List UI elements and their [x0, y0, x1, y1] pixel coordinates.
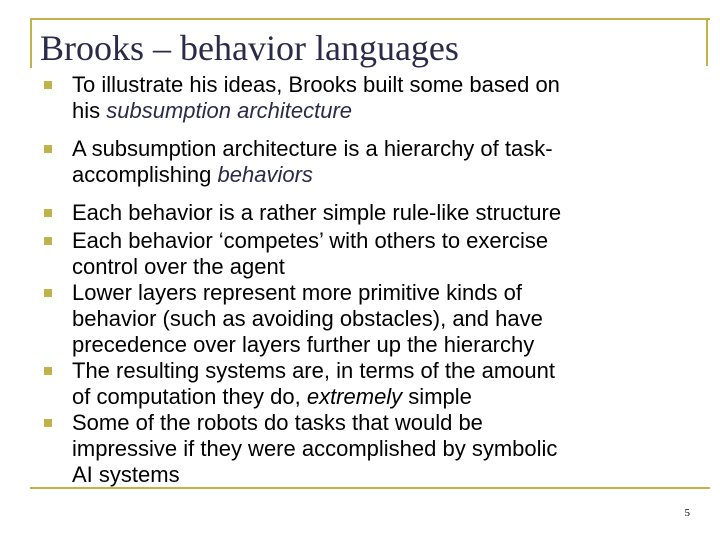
slide-title: Brooks – behavior languages	[40, 28, 459, 68]
square-bullet-icon	[44, 289, 52, 297]
emphasized-term: subsumption architecture	[106, 98, 353, 123]
bullet-text: Some of the robots do tasks that would be impressive if they were accomplished by symbolic AI systems	[72, 410, 558, 487]
square-bullet-icon	[44, 419, 52, 427]
bullet-text: Each behavior ‘competes’ with others to exercise control over the agent	[72, 228, 549, 279]
emphasized-term: behaviors	[217, 162, 313, 187]
bullet-text: Lower layers represent more primitive kinds of behavior (such as avoiding obstacles), and have precedence over layers further up the hierarchy	[72, 280, 543, 357]
square-bullet-icon	[44, 145, 52, 153]
bullet-text: The resulting systems are, in terms of the amount of computation they do, extremely simple	[72, 358, 555, 409]
square-bullet-icon	[44, 209, 52, 217]
bullet-text: Each behavior is a rather simple rule-like structure	[72, 200, 562, 225]
page-number: 5	[684, 507, 690, 519]
bullet-text: A subsumption architecture is a hierarchy of task- accomplishing behaviors	[72, 136, 553, 187]
square-bullet-icon	[44, 237, 52, 245]
bullet-text: To illustrate his ideas, Brooks built some based on his subsumption architecture	[72, 72, 560, 123]
square-bullet-icon	[44, 81, 52, 89]
emphasized-term: extremely	[306, 384, 403, 409]
square-bullet-icon	[44, 367, 52, 375]
